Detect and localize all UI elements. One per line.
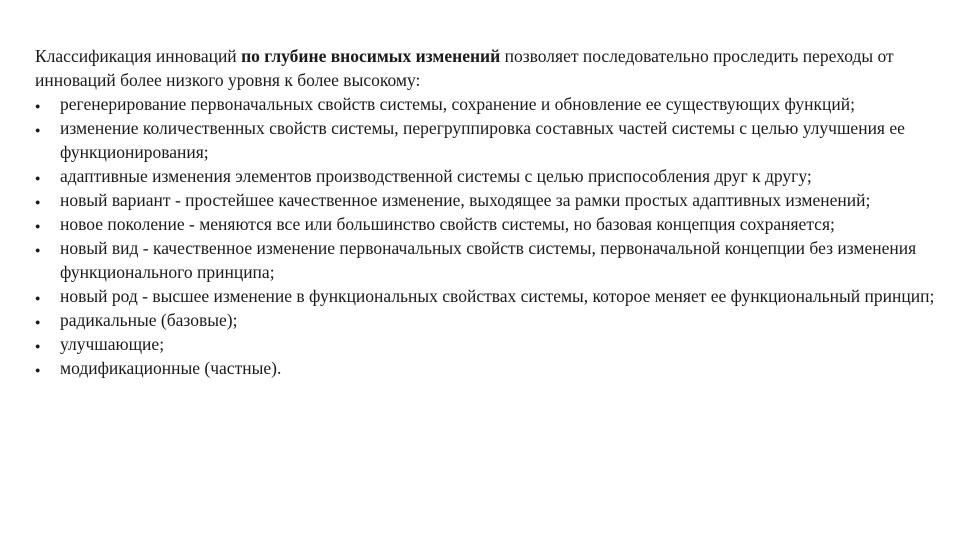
- list-item-text: новое поколение - меняются все или большинство свойств системы, но базовая концепция сохраняется;: [60, 214, 835, 234]
- bullet-icon: ●: [35, 173, 41, 183]
- bullet-icon: ●: [35, 317, 41, 327]
- list-item: [35, 308, 935, 332]
- bullet-list: [35, 92, 935, 380]
- list-item: [35, 116, 935, 164]
- list-item: [35, 164, 935, 188]
- list-item-text: новый вид - качественное изменение первоначальных свойств системы, первоначальной концепции без изменения функционального принципа;: [60, 238, 917, 282]
- intro-text-after: позволяет последовательно проследить переходы от инноваций более низкого уровня к более высокому:: [35, 46, 894, 90]
- list-item: [35, 212, 935, 236]
- bullet-icon: ●: [35, 197, 41, 207]
- document-body: [35, 44, 935, 380]
- bullet-icon: ●: [35, 245, 41, 255]
- bullet-icon: ●: [35, 221, 41, 231]
- list-item-text: новый вариант - простейшее качественное изменение, выходящее за рамки простых адаптивных изменений;: [60, 190, 871, 210]
- list-item-text: модификационные (частные).: [60, 358, 282, 378]
- intro-bold-term: по глубине вносимых изменений: [241, 46, 501, 66]
- list-item-text: регенерирование первоначальных свойств системы, сохранение и обновление ее существующих функций;: [60, 94, 856, 114]
- list-item-text: радикальные (базовые);: [60, 310, 238, 330]
- bullet-icon: ●: [35, 293, 41, 303]
- list-item: [35, 356, 935, 380]
- list-item-text: изменение количественных свойств системы, перегруппировка составных частей системы с целью улучшения ее функционирования;: [60, 118, 905, 162]
- bullet-icon: ●: [35, 365, 41, 375]
- list-item: [35, 188, 935, 212]
- list-item: [35, 284, 935, 308]
- bullet-icon: ●: [35, 125, 41, 135]
- list-item: [35, 92, 935, 116]
- list-item-text: улучшающие;: [60, 334, 165, 354]
- list-item-text: адаптивные изменения элементов производственной системы с целью приспособления друг к другу;: [60, 166, 812, 186]
- intro-paragraph: [35, 44, 935, 92]
- bullet-icon: ●: [35, 341, 41, 351]
- intro-text-before: Классификация инноваций: [35, 46, 242, 66]
- bullet-icon: ●: [35, 101, 41, 111]
- list-item: [35, 332, 935, 356]
- list-item: [35, 236, 935, 284]
- list-item-text: новый род - высшее изменение в функциональных свойствах системы, которое меняет ее функциональный принцип;: [60, 286, 935, 306]
